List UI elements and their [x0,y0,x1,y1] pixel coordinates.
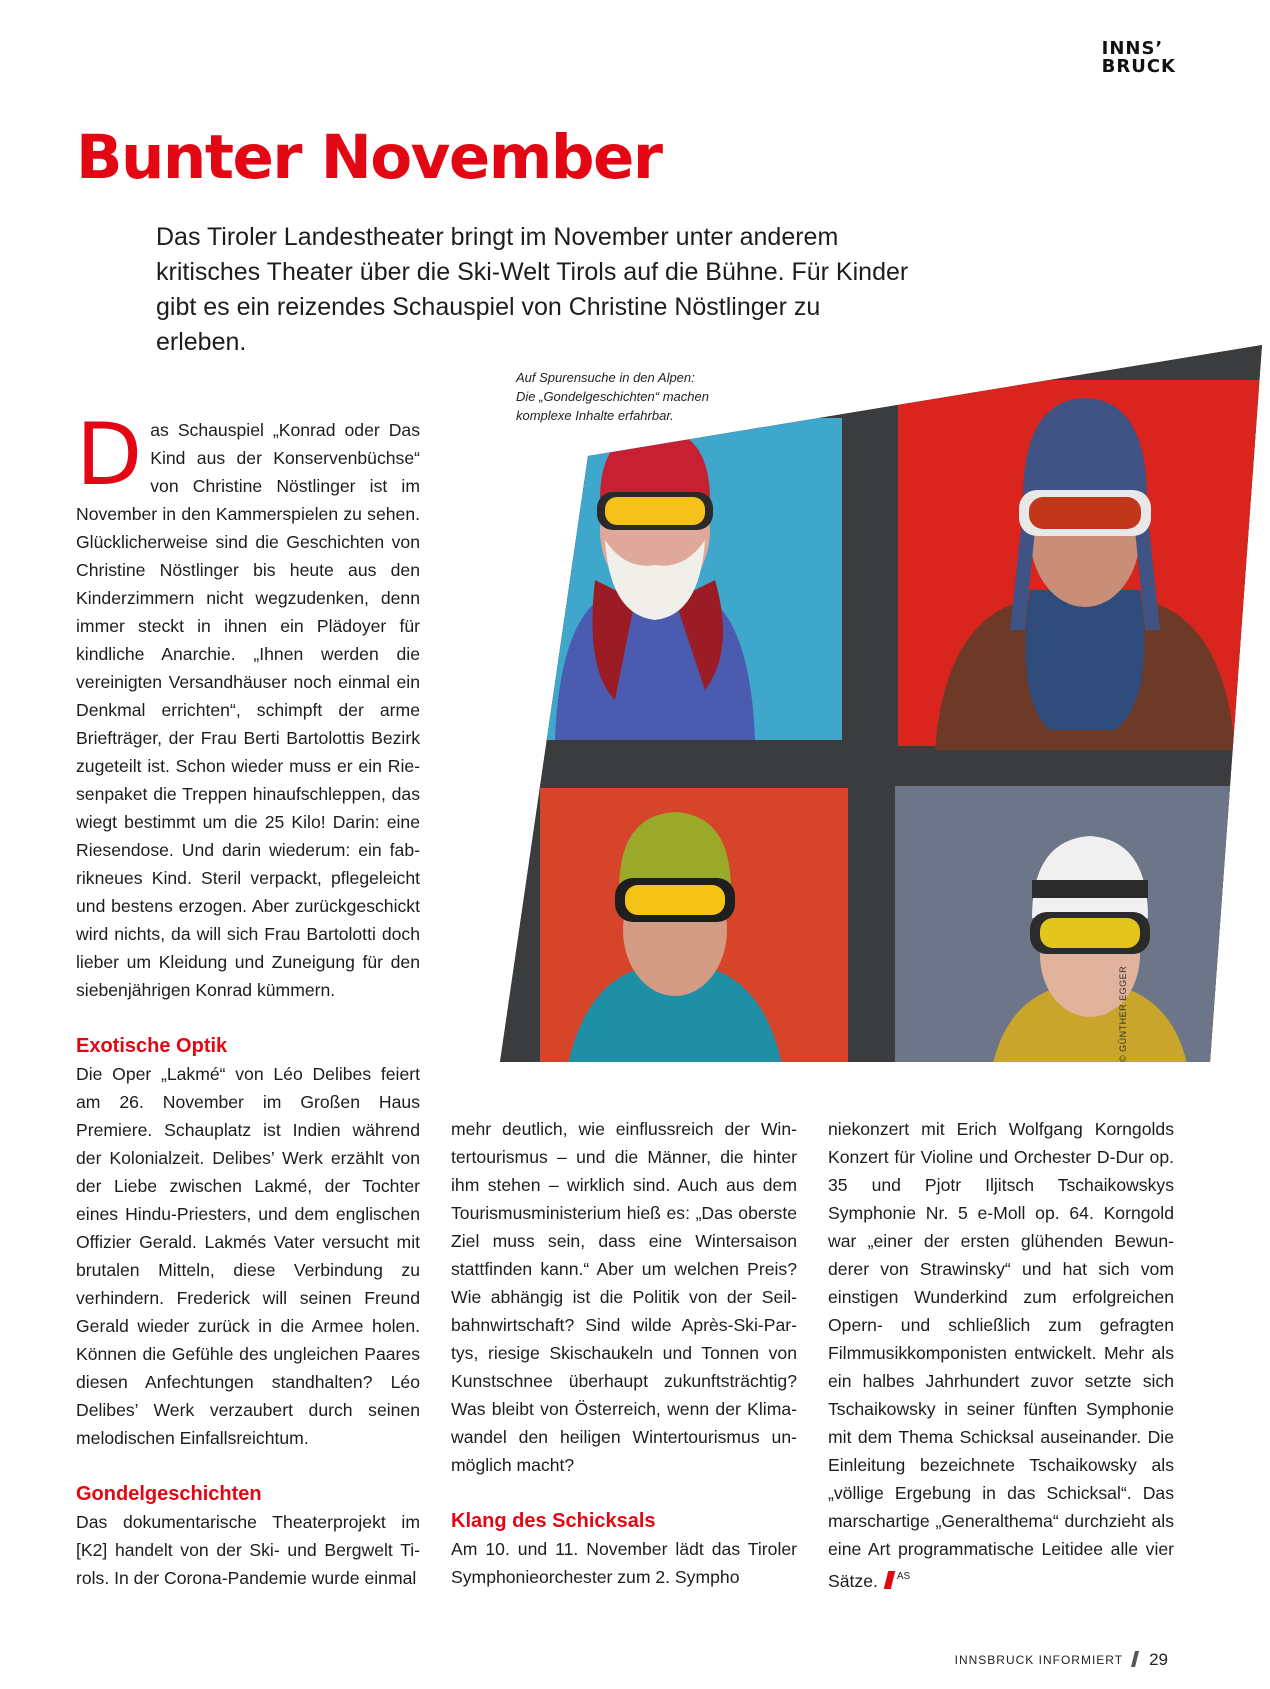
heading-gondelgeschichten: Gondelgeschichten [76,1483,262,1505]
column-1 [76,405,420,1592]
publication-name: INNSBRUCK INFORMIERT [954,1653,1124,1667]
page-number: 29 [1149,1650,1168,1669]
col2-paragraph-1: mehr deutlich, wie einflussreich der Wintertourismus – und die Männer, die hinter ihm stehen – wirklich sind. Auch aus dem Tourismusministerium hieß es: „Das oberste Ziel muss sein, dass eine Wintersaison stattfinden kann.“ Aber um welchen Preis? Wie abhängig ist die Politik von der Seilbahnwirtschaft? Sind wilde Après-Ski-Partys, riesige Skischaukeln und Tonnen von Kunstschnee überhaupt zukunftsträchtig? Was bleibt von Österreich, wenn der Klimawandel den heiligen Wintertourismus unmöglich macht? [451,1119,797,1475]
column-2 [451,1115,797,1591]
dropcap: D [76,405,143,505]
caption-line-1: Auf Spurensuche in den Alpen: [516,370,695,385]
lead-paragraph: Das Tiroler Landestheater bringt im November unter anderem kritisches Theater über die Ski-Welt Tirols auf die Bühne. Für Kinder gibt es ein reizendes Schauspiel von Christine Nöstlinger zu erleben. [156,223,909,356]
photo-caption [516,368,756,425]
end-mark-icon [884,1571,895,1589]
col1-paragraph-1: as Schauspiel „Konrad oder Das Kind aus der Konservenbüchse“ von Christine Nöstlinger ist im November in den Kammerspielen zu sehen. Glücklicherweise sind die Geschichten von Christine Nöstlinger bis heute aus den Kinderzimmern nicht wegzudenken, denn immer steckt in ihnen ein Plädoyer für kindliche Anarchie. „Ihnen werden die vereinigten Versandhäuser noch einmal ein Denkmal errichten“, schimpft der arme Briefträger, der Frau Berti Bartolottis Bezirk zugeteilt ist. Schon wieder muss er ein Riesenpaket die Treppen hinaufschleppen, das wiegt bestimmt um die 25 Kilo! Darin: eine Riesendose. Und darin wiederum: ein fabrikneues Kind. Steril verpackt, pflegeleicht und bestens erzogen. Aber zurückgeschickt wird nichts, da will sich Frau Bartolotti doch lieber um Kleidung und Zuneigung für den siebenjährigen Konrad kümmern. [76,420,420,1000]
caption-line-3: komplexe Inhalte erfahrbar. [516,408,674,423]
separator-slash-icon [1131,1651,1139,1667]
caption-line-2: Die „Gondelgeschichten“ machen [516,389,709,404]
col3-paragraph-1 [828,1115,1174,1595]
column-3 [828,1115,1174,1595]
logo-line-1: INNS’ [1101,38,1164,59]
heading-klang-des-schicksals: Klang des Schicksals [451,1510,656,1532]
author-initials: AS [896,1571,911,1582]
photo-credit: © GÜNTHER EGGER [1118,965,1128,1062]
page-title: Bunter November [76,122,662,193]
page-footer [955,1650,1168,1670]
heading-exotische-optik: Exotische Optik [76,1035,228,1057]
col1-paragraph-3: Das dokumentarische Theaterprojekt im [K2] handelt von der Ski- und Bergwelt Tirols. In der Corona-Pandemie wurde einmal [76,1512,420,1588]
col1-paragraph-2: Die Oper „Lakmé“ von Léo Delibes feiert am 26. November im Großen Haus Premiere. Schauplatz ist Indien während der Kolonialzeit. Delibes’ Werk erzählt von der Liebe zwischen Lakmé, der Tochter eines Hindu-Priesters, und dem englischen Offizier Gerald. Lakmés Vater versucht mit brutalen Mitteln, diese Verbindung zu verhindern. Frederick will seinen Freund Gerald wieder zurück in die Armee holen. Können die Gefühle des ungleichen Paares diesen Anfechtungen standhalten? Léo Delibes’ Werk verzaubert durch seinen melodischen Einfallsreichtum. [76,1064,420,1448]
col2-paragraph-2: Am 10. und 11. November lädt das Tiroler Symphonieorchester zum 2. Sympho [451,1539,797,1587]
col3-text: niekonzert mit Erich Wolfgang Korngolds Konzert für Violine und Orchester D-Dur op. 35 und Pjotr Iljitsch Tschaikowskys Symphonie Nr. 5 e-Moll op. 64. Korngold war „einer der ersten glühenden Bewunderer von Strawinsky“ und hat sich vom einstigen Wunderkind zum erfolgreichen Opern- und schließlich zum gefragten Filmmusikkomponisten entwickelt. Mehr als ein halbes Jahrhundert zuvor setzte sich Tschaikowsky in seiner fünften Symphonie mit dem Thema Schicksal auseinander. Die Einleitung bezeichnete Tschaikowsky als „völlige Ergebung in das Schicksal“. Das marschartige „Generalthema“ durchzieht als eine Art programmatische Leitidee alle vier Sätze. [828,1119,1174,1591]
logo-line-2: BRUCK [1101,56,1176,77]
